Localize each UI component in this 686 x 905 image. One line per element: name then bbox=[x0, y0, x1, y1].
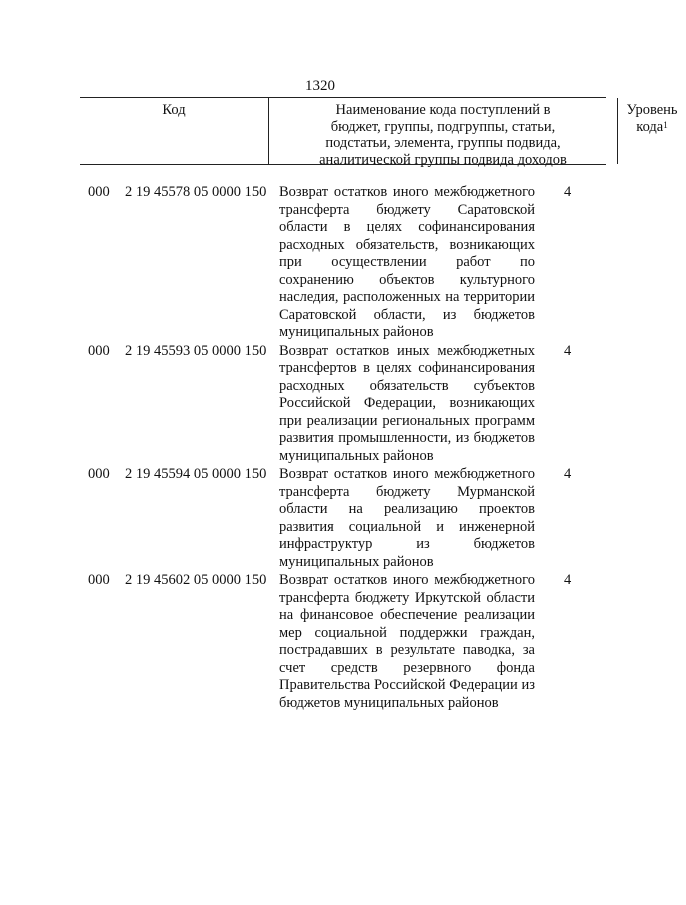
table-row bbox=[80, 466, 606, 571]
header-code: Код bbox=[80, 98, 269, 164]
footnote-marker: 1 bbox=[663, 119, 668, 130]
table-row bbox=[80, 343, 606, 466]
row-level: 4 bbox=[564, 342, 572, 359]
row-prefix: 000 bbox=[88, 466, 110, 482]
table-body bbox=[80, 184, 606, 712]
table-row bbox=[80, 572, 606, 712]
row-level: 4 bbox=[564, 572, 572, 588]
row-prefix: 000 bbox=[88, 342, 110, 359]
header-level-text: Уровень кода bbox=[626, 102, 678, 135]
header-name bbox=[269, 98, 618, 168]
header-name-text: Наименование кода поступлений в бюджет, группы, подгруппы, статьи, подстатьи, элемента, группы подвида, аналитической группы подвида доходов bbox=[319, 102, 567, 168]
row-level: 4 bbox=[564, 466, 572, 482]
row-name: Возврат остатков иного межбюджетного трансферта бюджету Мурманской области на реализацию проектов развития социальной и инженерной инфраструктур из бюджетов муниципальных районов bbox=[279, 466, 535, 570]
page-number: 1320 bbox=[305, 78, 335, 94]
row-name: Возврат остатков иного межбюджетного трансферта бюджету Иркутской области на финансовое обеспечение реализации мер социальной поддержки граждан, пострадавших в результате паводка, за счет средств резервного фонда Правительства Российской Федерации из бюджетов муниципальных районов bbox=[279, 572, 535, 711]
row-name: Возврат остатков иного межбюджетного трансферта бюджету Саратовской области в целях софинансирования расходных обязательств, возникающих при осуществлении работ по сохранению объектов культурного наследия, расположенных на территории Саратовской области, из бюджетов муниципальных районов bbox=[279, 184, 535, 340]
row-code: 2 19 45594 05 0000 150 bbox=[125, 466, 267, 482]
row-code: 2 19 45593 05 0000 150 bbox=[125, 342, 267, 359]
row-code: 2 19 45578 05 0000 150 bbox=[125, 184, 267, 200]
row-name: Возврат остатков иных межбюджетных трансфертов в целях софинансирования расходных обязательств субъектов Российской Федерации, возникающих при реализации региональных программ развития промышленности, из бюджетов муниципальных районов bbox=[279, 342, 535, 464]
header-level bbox=[618, 98, 686, 164]
row-code: 2 19 45602 05 0000 150 bbox=[125, 572, 267, 588]
row-level: 4 bbox=[564, 184, 572, 200]
table-header bbox=[80, 97, 678, 168]
row-prefix: 000 bbox=[88, 184, 110, 200]
row-prefix: 000 bbox=[88, 572, 110, 588]
table-row bbox=[80, 184, 606, 342]
